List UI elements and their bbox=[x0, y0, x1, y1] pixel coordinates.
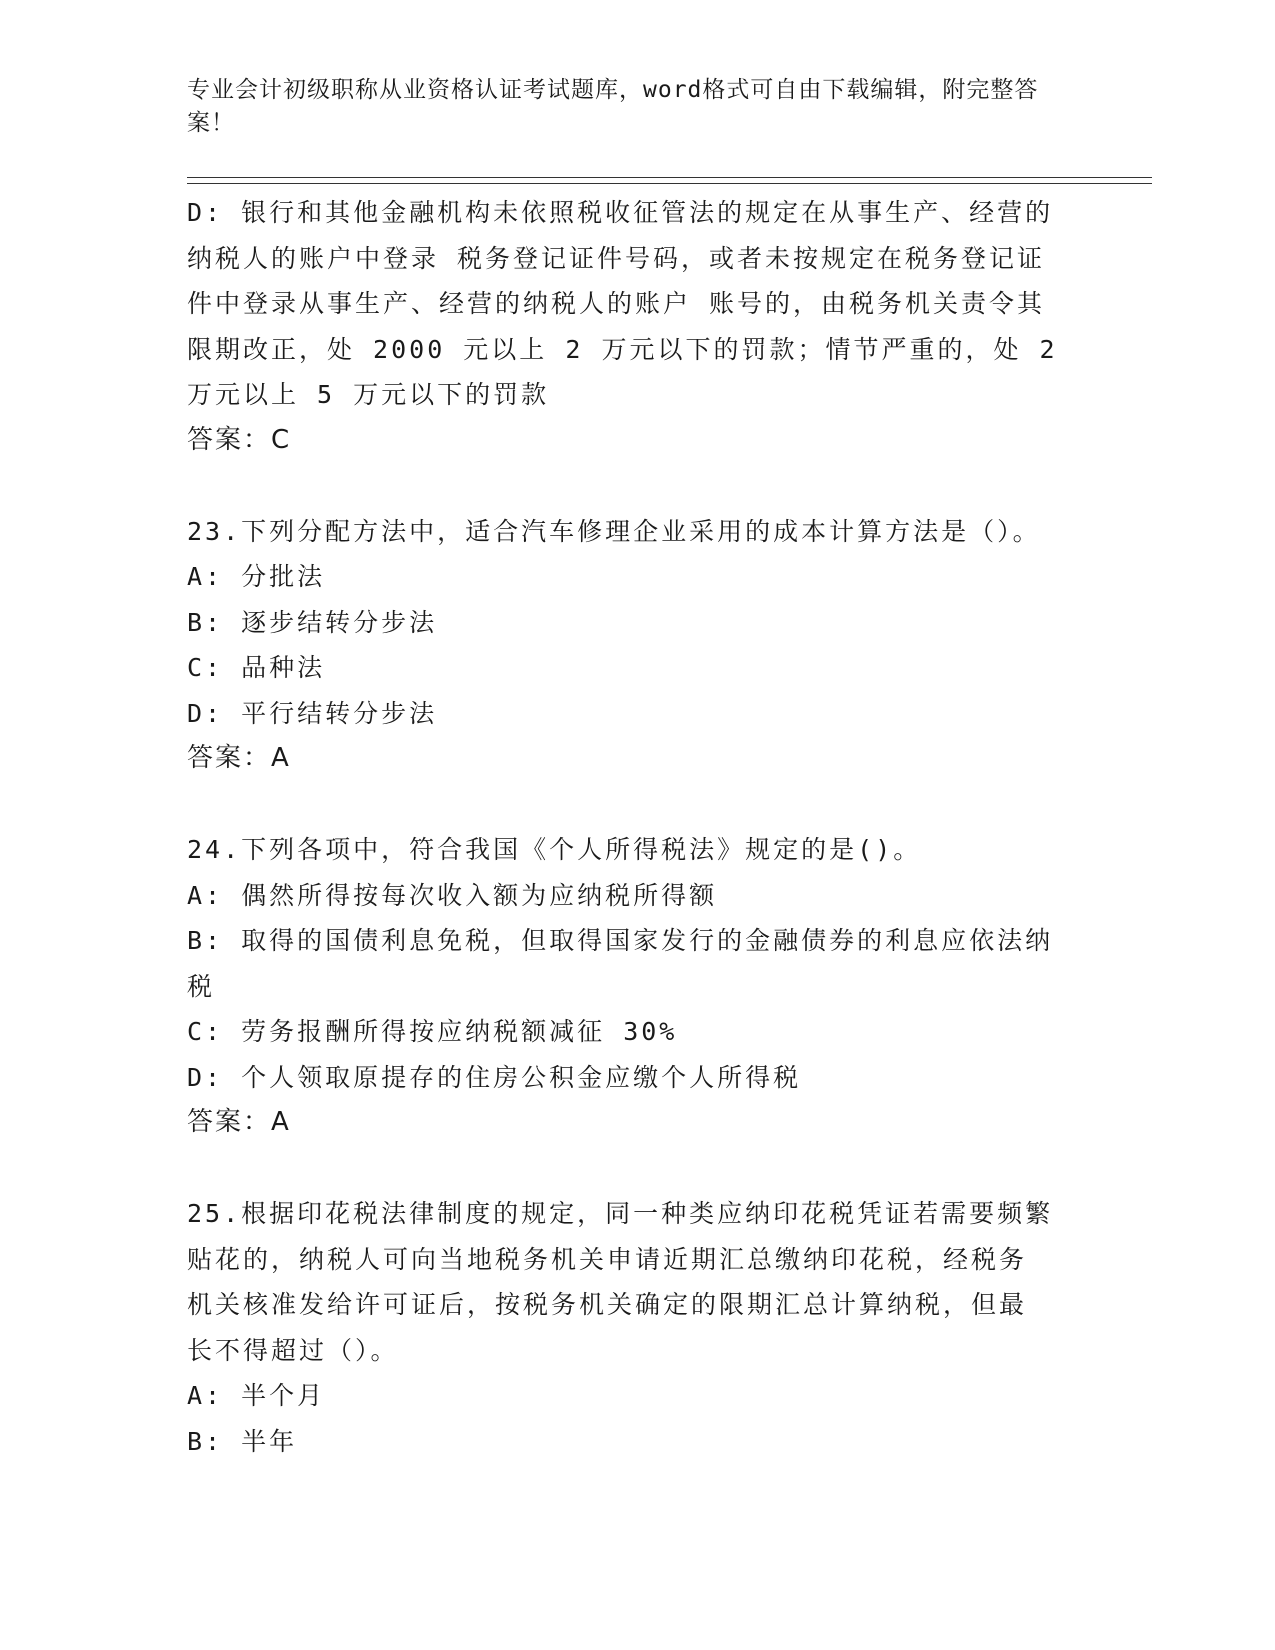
question-stem: 贴花的，纳税人可向当地税务机关申请近期汇总缴纳印花税，经税务 bbox=[187, 1244, 1028, 1274]
page-header bbox=[187, 74, 1067, 140]
option-line: B: 半年 bbox=[187, 1426, 298, 1456]
option-line: 件中登录从事生产、经营的纳税人的账户 账号的，由税务机关责令其 bbox=[187, 289, 1046, 318]
question-stem: 24.下列各项中，符合我国《个人所得税法》规定的是()。 bbox=[187, 835, 922, 864]
option-line: B: 取得的国债利息免税，但取得国家发行的金融债券的利息应依法纳 bbox=[187, 926, 1054, 955]
block-gap bbox=[187, 1146, 1087, 1192]
question-stem: 23.下列分配方法中，适合汽车修理企业采用的成本计算方法是（）。 bbox=[187, 516, 1041, 546]
answer-line: 答案：A bbox=[187, 743, 291, 773]
option-line: A: 分批法 bbox=[187, 562, 326, 591]
option-line: D: 平行结转分步法 bbox=[187, 698, 438, 728]
option-line: C: 劳务报酬所得按应纳税额减征 30% bbox=[187, 1017, 678, 1046]
option-line: B: 逐步结转分步法 bbox=[187, 607, 438, 637]
header-line-2: 案！ bbox=[187, 110, 235, 136]
option-line: A: 半个月 bbox=[187, 1381, 326, 1410]
question-content bbox=[187, 190, 1087, 1464]
option-line: 纳税人的账户中登录 税务登记证件号码，或者未按规定在税务登记证 bbox=[187, 243, 1046, 273]
option-line: 万元以上 5 万元以下的罚款 bbox=[187, 380, 550, 409]
option-line: A: 偶然所得按每次收入额为应纳税所得额 bbox=[187, 880, 718, 910]
question-stem: 机关核准发给许可证后，按税务机关确定的限期汇总计算纳税，但最 bbox=[187, 1290, 1028, 1319]
option-line: D: 个人领取原提存的住房公积金应缴个人所得税 bbox=[187, 1062, 802, 1092]
answer-line: 答案：C bbox=[187, 424, 292, 455]
header-divider-bottom bbox=[187, 183, 1152, 184]
option-line: 税 bbox=[187, 971, 216, 1001]
answer-line: 答案：A bbox=[187, 1107, 291, 1137]
block-gap bbox=[187, 463, 1087, 509]
block-gap bbox=[187, 782, 1087, 828]
option-line: 限期改正，处 2000 元以上 2 万元以下的罚款；情节严重的，处 2 bbox=[187, 334, 1058, 364]
header-line-1: 专业会计初级职称从业资格认证考试题库，word格式可自由下载编辑，附完整答 bbox=[187, 77, 1039, 103]
header-divider-top bbox=[187, 177, 1152, 178]
option-line: C: 品种法 bbox=[187, 653, 326, 682]
question-stem: 长不得超过（）。 bbox=[187, 1335, 399, 1365]
question-stem: 25.根据印花税法律制度的规定，同一种类应纳印花税凭证若需要频繁 bbox=[187, 1199, 1054, 1228]
option-line: D: 银行和其他金融机构未依照税收征管法的规定在从事生产、经营的 bbox=[187, 198, 1054, 227]
